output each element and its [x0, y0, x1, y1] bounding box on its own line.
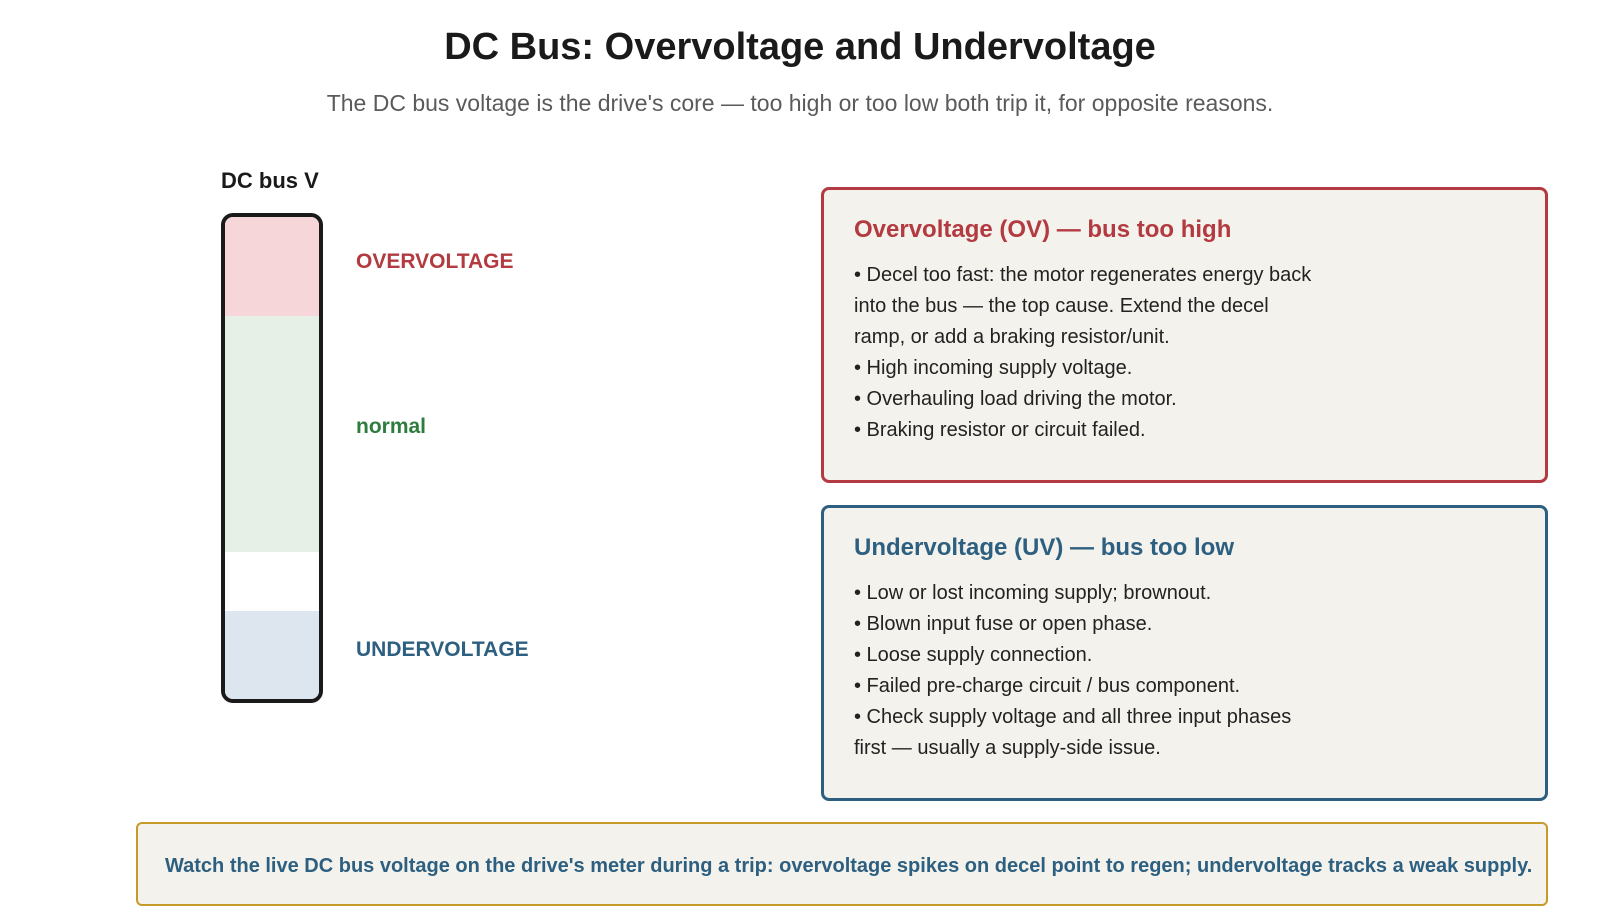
list-item: • Loose supply connection. [854, 644, 1093, 666]
list-item: • Decel too fast: the motor regenerates energy back into the bus — the top cause. Extend the decel ramp, or add a braking resistor/unit. [854, 264, 1312, 348]
undervoltage-card-title: Undervoltage (UV) — bus too low [854, 534, 1235, 561]
dc-bus-gauge [221, 213, 323, 703]
overvoltage-cause-list [854, 260, 1314, 446]
gauge-zone-gap [225, 552, 319, 611]
gauge-title: DC bus V [221, 168, 319, 193]
list-item: • Blown input fuse or open phase. [854, 613, 1153, 635]
list-item: • Low or lost incoming supply; brownout. [854, 582, 1212, 604]
zone-label-normal: normal [356, 415, 427, 438]
zone-label-undervoltage: UNDERVOLTAGE [356, 638, 529, 661]
undervoltage-card [821, 505, 1548, 801]
list-item: • Failed pre-charge circuit / bus component. [854, 675, 1241, 697]
page-subtitle: The DC bus voltage is the drive's core — too high or too low both trip it, for opposite reasons. [326, 90, 1274, 116]
overvoltage-card [821, 187, 1548, 483]
zone-label-overvoltage: OVERVOLTAGE [356, 250, 514, 273]
overvoltage-card-title: Overvoltage (OV) — bus too high [854, 216, 1232, 243]
page-title: DC Bus: Overvoltage and Undervoltage [444, 26, 1156, 68]
footer-tip-text: Watch the live DC bus voltage on the drive's meter during a trip: overvoltage spikes on decel point to regen; undervoltage tracks a weak supply. [165, 855, 1533, 877]
list-item: • Braking resistor or circuit failed. [854, 419, 1146, 441]
list-item: • Overhauling load driving the motor. [854, 388, 1177, 410]
undervoltage-cause-list [854, 578, 1314, 764]
gauge-zone-overvoltage [225, 217, 319, 316]
gauge-zone-normal [225, 316, 319, 552]
list-item: • Check supply voltage and all three input phases first — usually a supply-side issue. [854, 706, 1292, 759]
list-item: • High incoming supply voltage. [854, 357, 1133, 379]
gauge-zone-undervoltage [225, 611, 319, 703]
